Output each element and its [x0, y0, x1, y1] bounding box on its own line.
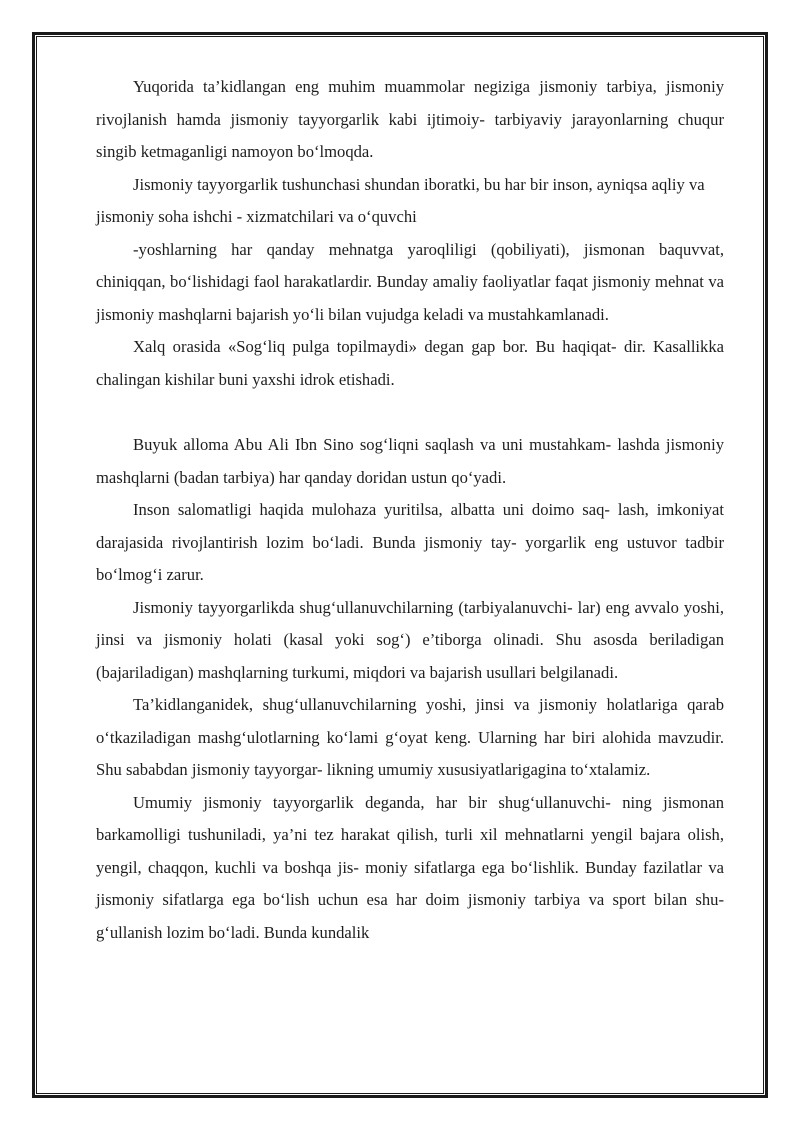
blank-line [96, 396, 724, 429]
paragraph-3: -yoshlarning har qanday mehnatga yaroqliligi (qobiliyati), jismonan baquvvat, chiniqqan, bo‘lishidagi faol harakatlardir. Bunday amaliy faoliyatlar faqat jismoniy mehnat va jismoniy mashqlarni bajarish yo‘li bilan vujudga keladi va mustahkamlanadi. [96, 239, 724, 324]
paragraph-5: Buyuk alloma Abu Ali Ibn Sino sog‘liqni saqlash va uni mustahkam- lashda jismoniy mashqlarni (badan tarbiya) har qanday doridan ustun qo‘yadi. [96, 435, 724, 487]
paragraph-1: Yuqorida ta’kidlangan eng muhim muammolar negiziga jismoniy tarbiya, jismoniy rivojlanish hamda jismoniy tayyorgarlik kabi ijtimoiy- tarbiyaviy jarayonlarning chuqur singib ketmaganligi namoyon bo‘lmoqda. [96, 77, 724, 161]
paragraph-6: Inson salomatligi haqida mulohaza yuritilsa, albatta uni doimo saq- lash, imkoniyat darajasida rivojlantirish lozim bo‘ladi. Bunda jismoniy tay- yorgarlik eng ustuvor tadbir bo‘lmog‘i zarur. [96, 500, 724, 584]
paragraph-8: Ta’kidlanganidek, shug‘ullanuvchilarning yoshi, jinsi va jismoniy holatlariga qarab o‘tkaziladigan mashg‘ulotlarning ko‘lami g‘oyat keng. Ularning har biri alohida mavzudir. Shu sababdan jismoniy tayyorgar- likning umumiy xususiyatlarigagina to‘xtalamiz. [96, 695, 724, 779]
document-body [96, 71, 724, 949]
paragraph-2: Jismoniy tayyorgarlik tushunchasi shundan iboratki, bu har bir inson, ayniqsa aqliy va jismoniy soha ishchi - xizmatchilari va o‘quvchi [96, 174, 705, 226]
paragraph-7: Jismoniy tayyorgarlikda shug‘ullanuvchilarning (tarbiyalanuvchi- lar) eng avvalo yoshi, jinsi va jismoniy holati (kasal yoki sog‘) e’tiborga olinadi. Shu asosda beriladigan (bajariladigan) mashqlarning turkumi, miqdori va bajarish usullari belgilanadi. [96, 597, 724, 682]
paragraph-9: Umumiy jismoniy tayyorgarlik deganda, har bir shug‘ullanuvchi- ning jismonan barkamolligi tushuniladi, ya’ni tez harakat qilish, turli xil mehnatlarni yengil bajara olish, yengil, chaqqon, kuchli va boshqa jis- moniy sifatlarga ega bo‘lishlik. Bunday fazilatlar va jismoniy sifatlarga ega bo‘lish uchun esa har doim jismoniy tarbiya va sport bilan shu- g‘ullanish lozim bo‘ladi. Bunda kundalik [96, 792, 724, 942]
paragraph-4: Xalq orasida «Sog‘liq pulga topilmaydi» degan gap bor. Bu haqiqat- dir. Kasallikka chalingan kishilar buni yaxshi idrok etishadi. [96, 337, 724, 389]
